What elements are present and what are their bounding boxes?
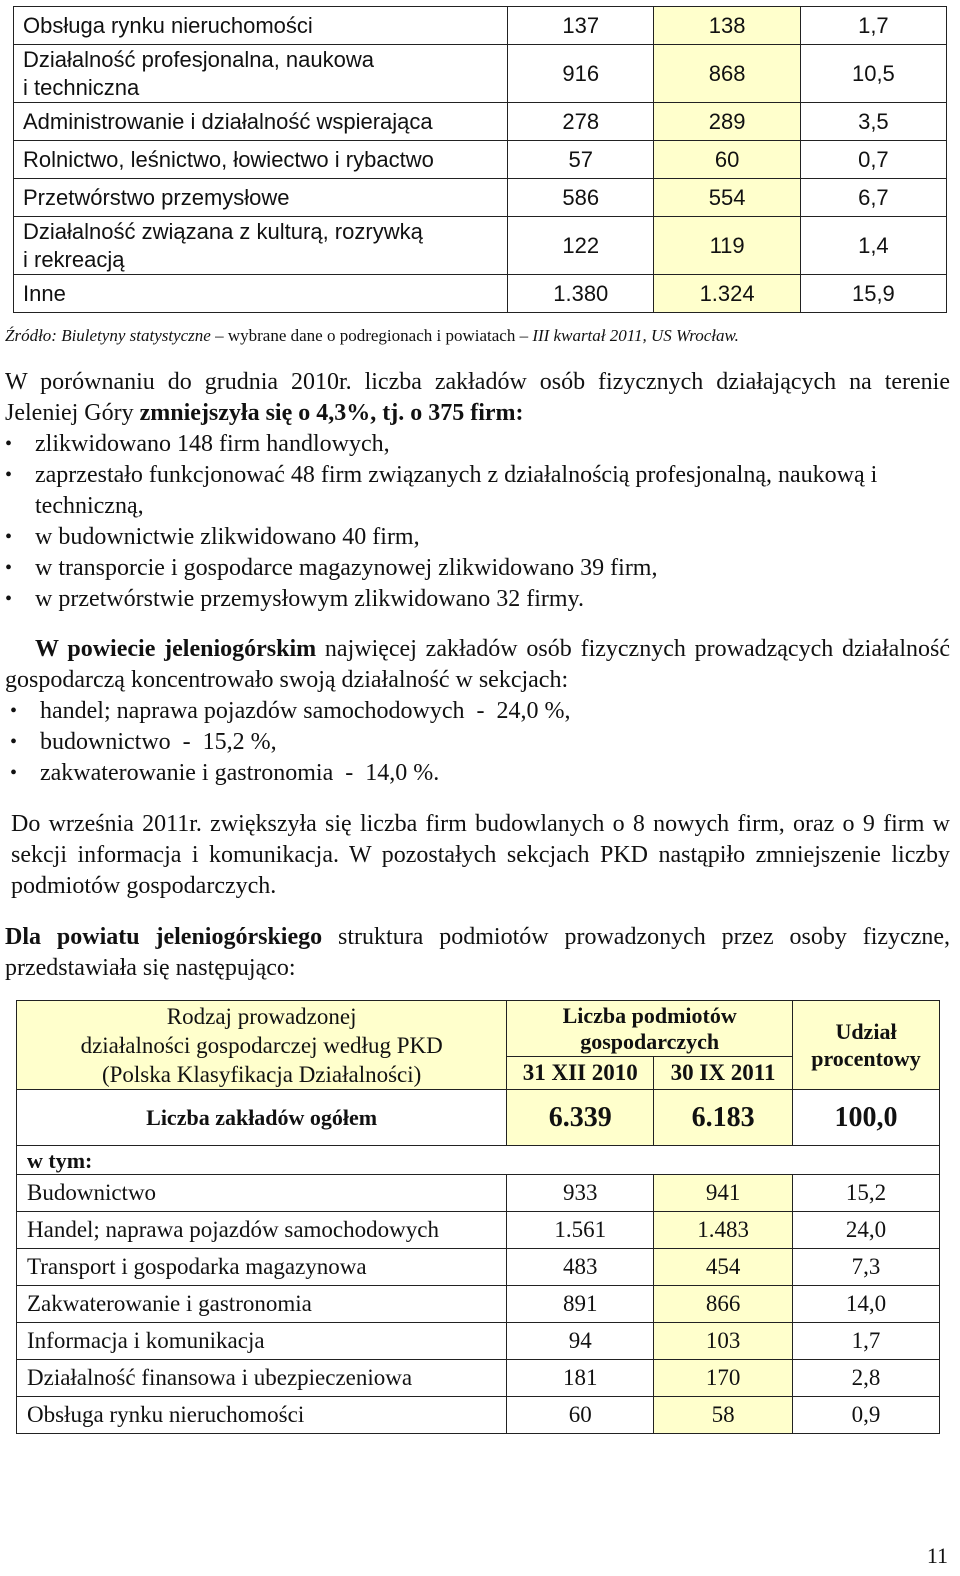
value-2011: 58 xyxy=(654,1397,793,1434)
value-2010: 122 xyxy=(508,217,654,275)
row-label: Informacja i komunikacja xyxy=(17,1323,507,1360)
value-2010: 60 xyxy=(507,1397,654,1434)
paragraph-bold-text: Dla powiatu jeleniogórskiego xyxy=(5,924,323,950)
value-2011: 60 xyxy=(654,141,800,179)
bullet-item: • zakwaterowanie i gastronomia - 14,0 %. xyxy=(40,758,920,789)
source-dash: – xyxy=(210,326,228,345)
value-2010: 933 xyxy=(507,1175,654,1212)
total-share: 100,0 xyxy=(793,1090,940,1146)
row-label: Przetwórstwo przemysłowe xyxy=(14,179,508,217)
value-2010: 57 xyxy=(508,141,654,179)
paragraph-text: struktura podmiotów prowadzonych przez osoby fizyczne, przedstawiała się następująco: xyxy=(5,924,950,981)
row-label: Administrowanie i działalność wspierająca xyxy=(14,103,508,141)
value-2010: 278 xyxy=(508,103,654,141)
value-share: 6,7 xyxy=(800,179,946,217)
bullet-item: • zaprzestało funkcjonować 48 firm związanych z działalnością profesjonalną, naukową i techniczną, xyxy=(35,460,915,522)
value-2011: 289 xyxy=(654,103,800,141)
bullet-item: • w transporcie i gospodarce magazynowej zlikwidowano 39 firm, xyxy=(35,553,915,584)
value-2011: 941 xyxy=(654,1175,793,1212)
value-2010: 916 xyxy=(508,45,654,103)
value-share: 14,0 xyxy=(793,1286,940,1323)
source-middle: wybrane dane o podregionach i powiatach xyxy=(227,326,516,345)
structure-table xyxy=(16,1000,940,1434)
paragraph-text: najwięcej zakładów osób fizycznych prowadzących działalność gospodarczą koncentrowało swoją działalność w sekcjach: xyxy=(5,636,950,693)
value-share: 7,3 xyxy=(793,1249,940,1286)
paragraph-bold-text: zmniejszyła się o 4,3%, tj. o 375 firm: xyxy=(139,400,524,426)
value-share: 2,8 xyxy=(793,1360,940,1397)
value-2011: 119 xyxy=(654,217,800,275)
table-row xyxy=(17,1360,940,1397)
paragraph-comparison xyxy=(5,367,950,429)
paragraph-bold-text: W powiecie jeleniogórskim xyxy=(35,636,317,662)
value-2010: 94 xyxy=(507,1323,654,1360)
table-row xyxy=(14,45,947,103)
value-2011: 554 xyxy=(654,179,800,217)
row-label: Zakwaterowanie i gastronomia xyxy=(17,1286,507,1323)
value-share: 1,4 xyxy=(800,217,946,275)
row-label: Inne xyxy=(14,275,508,313)
paragraph-text: W porównaniu do grudnia 2010r. liczba zakładów osób fizycznych działających na terenie Jeleniej Góry xyxy=(5,369,950,426)
row-label: Obsługa rynku nieruchomości xyxy=(14,7,508,45)
value-share: 15,2 xyxy=(793,1175,940,1212)
table-row xyxy=(14,7,947,45)
row-label: Działalność związana z kulturą, rozrywką i rekreacją xyxy=(14,217,508,275)
value-2011: 868 xyxy=(654,45,800,103)
source-prefix: Źródło: Biuletyny statystyczne xyxy=(5,326,211,345)
table-row xyxy=(14,103,947,141)
paragraph-september: Do września 2011r. zwiększyła się liczba firm budowlanych o 8 nowych firm, oraz o 9 firm w sekcji informacja i komunikacja. W pozostałych sekcjach PKD nastąpiło zmniejszenie liczby podmiotów gospodarczych. xyxy=(11,811,950,899)
value-share: 3,5 xyxy=(800,103,946,141)
table-row xyxy=(17,1323,940,1360)
bullet-item: • w przetwórstwie przemysłowym zlikwidowano 32 firmy. xyxy=(35,584,915,615)
table-row xyxy=(17,1175,940,1212)
table-row xyxy=(17,1397,940,1434)
table-row xyxy=(17,1286,940,1323)
source-dash: – xyxy=(515,326,533,345)
table-row xyxy=(17,1212,940,1249)
value-2010: 483 xyxy=(507,1249,654,1286)
total-value-2010: 6.339 xyxy=(507,1090,654,1146)
value-share: 15,9 xyxy=(800,275,946,313)
value-2010: 137 xyxy=(508,7,654,45)
table-row xyxy=(14,141,947,179)
header-percentage-share: Udział procentowy xyxy=(793,1001,940,1090)
page-number: 11 xyxy=(926,1543,948,1568)
value-2011: 454 xyxy=(654,1249,793,1286)
sections-bullet-list xyxy=(40,696,920,789)
value-share: 0,7 xyxy=(800,141,946,179)
value-share: 1,7 xyxy=(800,7,946,45)
source-note xyxy=(5,326,739,346)
value-2011: 138 xyxy=(654,7,800,45)
value-share: 10,5 xyxy=(800,45,946,103)
top-data-table xyxy=(13,6,947,313)
total-value-2011: 6.183 xyxy=(654,1090,793,1146)
paragraph-county xyxy=(5,634,950,696)
header-date-2010: 31 XII 2010 xyxy=(507,1057,654,1090)
value-share: 24,0 xyxy=(793,1212,940,1249)
bullet-item: • budownictwo - 15,2 %, xyxy=(40,727,920,758)
table-row xyxy=(14,275,947,313)
table-row xyxy=(17,1249,940,1286)
row-label: Transport i gospodarka magazynowa xyxy=(17,1249,507,1286)
bullet-item: • handel; naprawa pojazdów samochodowych - 24,0 %, xyxy=(40,696,920,727)
row-label: Działalność finansowa i ubezpieczeniowa xyxy=(17,1360,507,1397)
table-row xyxy=(14,179,947,217)
value-2011: 170 xyxy=(654,1360,793,1397)
value-2011: 866 xyxy=(654,1286,793,1323)
bullet-item: • zlikwidowano 148 firm handlowych, xyxy=(35,429,915,460)
in-which-label: w tym: xyxy=(17,1146,940,1175)
table-row xyxy=(14,217,947,275)
total-label: Liczba zakładów ogółem xyxy=(17,1090,507,1146)
header-date-2011: 30 IX 2011 xyxy=(654,1057,793,1090)
row-label: Handel; naprawa pojazdów samochodowych xyxy=(17,1212,507,1249)
value-2010: 181 xyxy=(507,1360,654,1397)
value-share: 1,7 xyxy=(793,1323,940,1360)
value-2010: 1.380 xyxy=(508,275,654,313)
paragraph-structure-intro xyxy=(5,922,950,984)
row-label: Budownictwo xyxy=(17,1175,507,1212)
row-label: Działalność profesjonalna, naukowa i techniczna xyxy=(14,45,508,103)
value-2010: 891 xyxy=(507,1286,654,1323)
value-2011: 103 xyxy=(654,1323,793,1360)
value-share: 0,9 xyxy=(793,1397,940,1434)
value-2011: 1.483 xyxy=(654,1212,793,1249)
header-entity-count: Liczba podmiotów gospodarczych xyxy=(507,1001,793,1057)
row-label: Obsługa rynku nieruchomości xyxy=(17,1397,507,1434)
closure-bullet-list xyxy=(35,429,915,615)
source-suffix: III kwartał 2011, US Wrocław. xyxy=(532,326,739,345)
header-activity-type: Rodzaj prowadzonej działalności gospodarczej według PKD (Polska Klasyfikacja Działalności) xyxy=(17,1001,507,1090)
bullet-item: • w budownictwie zlikwidowano 40 firm, xyxy=(35,522,915,553)
value-2010: 1.561 xyxy=(507,1212,654,1249)
row-label: Rolnictwo, leśnictwo, łowiectwo i rybactwo xyxy=(14,141,508,179)
value-2010: 586 xyxy=(508,179,654,217)
value-2011: 1.324 xyxy=(654,275,800,313)
